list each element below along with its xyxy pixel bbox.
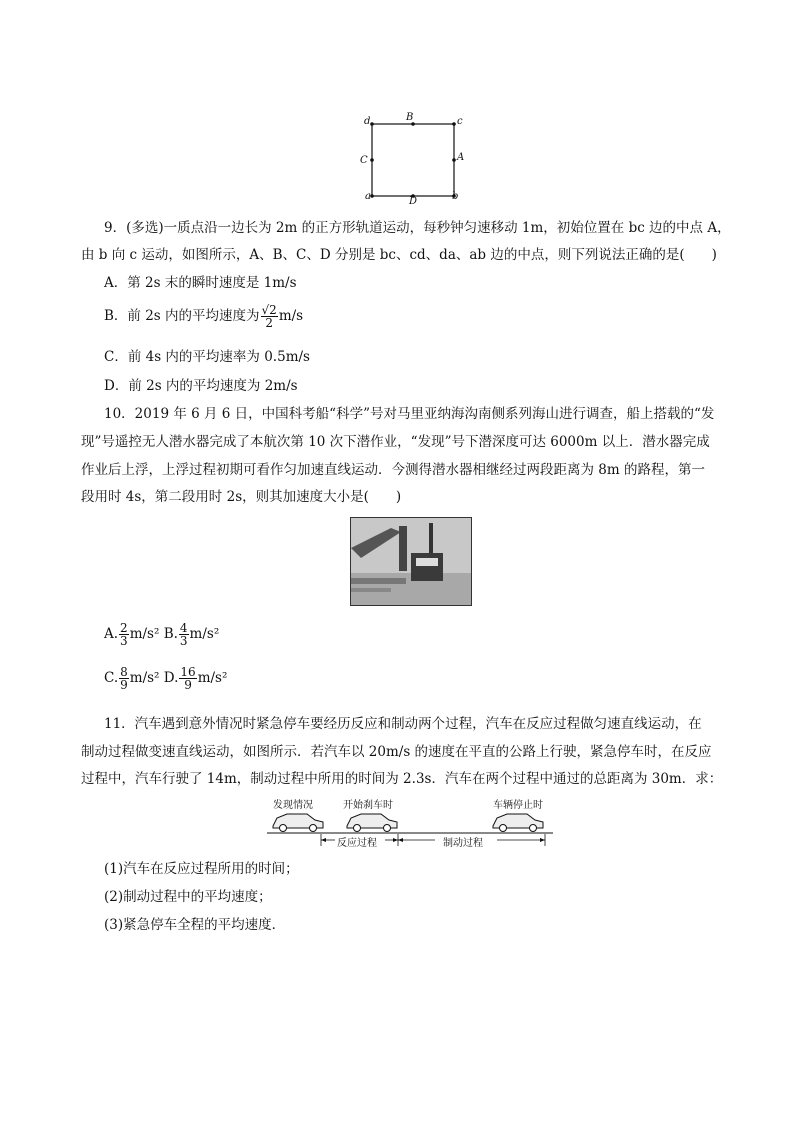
q11-sub3: (3)紧急停车全程的平均速度． — [104, 917, 286, 933]
fig-label-brake-start: 开始刹车时 — [343, 800, 393, 811]
q10-option-c-unit: m/s² — [129, 670, 160, 686]
q10-option-b-label: B. — [163, 626, 178, 642]
q10-option-c-denominator: 9 — [120, 678, 128, 692]
fig-label-discover: 发现情况 — [273, 800, 313, 811]
q11-line2: 制动过程做变速直线运动，如图所示．若汽车以 20m/s 的速度在平直的公路上行驶，紧急停车时，在反应 — [81, 744, 712, 760]
q9-option-b-denominator: 2 — [265, 316, 273, 330]
corner-a-label: a — [365, 191, 371, 202]
q9-option-b-fraction — [261, 304, 278, 329]
midpoint-D-label: D — [409, 196, 418, 207]
q10-options-ab — [104, 622, 219, 647]
midpoint-A-label: A — [457, 152, 465, 163]
square-figure — [360, 112, 470, 207]
q10-line1: 10．2019 年 6 月 6 日，中国科考船“科学”号对马里亚纳海沟南侧系列海山进行调查，船上搭载的“发 — [104, 406, 715, 422]
q9-option-d: D．前 2s 内的平均速度为 2m/s — [104, 378, 298, 394]
q10-option-a-unit: m/s² — [129, 626, 160, 642]
car-icon-1 — [273, 814, 323, 832]
q10-option-b-unit: m/s² — [189, 626, 220, 642]
submersible-photo — [350, 517, 472, 606]
fig-label-stop: 车辆停止时 — [493, 800, 543, 811]
q10-option-a-fraction — [119, 622, 129, 647]
q9-option-b-prefix: B．前 2s 内的平均速度为 — [104, 308, 260, 324]
q10-option-d-label: D. — [163, 670, 179, 686]
q9-line1: 9．(多选)一质点沿一边长为 2m 的正方形轨道运动，每秒钟匀速移动 1m，初始位置在 bc 边的中点 A， — [104, 220, 731, 236]
q10-option-d-unit: m/s² — [197, 670, 228, 686]
q11-sub1: (1)汽车在反应过程所用的时间； — [104, 861, 299, 877]
car-icon-3 — [493, 814, 543, 832]
q9-option-b — [104, 304, 303, 329]
q9-option-b-unit: m/s — [278, 308, 304, 324]
q10-option-d-denominator: 9 — [184, 678, 192, 692]
q10-option-c-fraction — [119, 666, 129, 691]
q10-line4: 段用时 4s，第二段用时 2s，则其加速度大小是( ) — [81, 489, 402, 505]
q10-option-a-denominator: 3 — [120, 634, 128, 648]
q10-option-b-numerator: 4 — [179, 621, 188, 635]
q10-option-b-fraction — [179, 622, 189, 647]
q11-line3: 过程中，汽车行驶了 14m，制动过程中所用的时间为 2.3s．汽车在两个过程中通过的总距离为 30m．求： — [81, 771, 723, 787]
q9-option-a: A．第 2s 末的瞬时速度是 1m/s — [104, 275, 297, 291]
q10-option-a-label: A. — [104, 626, 119, 642]
q10-option-c-numerator: 8 — [120, 665, 128, 679]
fig-segment-reaction: 反应过程 — [337, 838, 377, 849]
braking-diagram-drawing — [265, 796, 555, 851]
corner-c-label: c — [457, 116, 463, 127]
fig-segment-braking: 制动过程 — [443, 838, 483, 849]
q9-option-c: C．前 4s 内的平均速率为 0.5m/s — [104, 349, 310, 365]
midpoint-C-label: C — [360, 155, 368, 166]
q10-option-d-numerator: 16 — [180, 665, 196, 679]
submersible-photo-image — [351, 518, 471, 605]
q10-option-c-label: C. — [104, 670, 119, 686]
q10-option-b-denominator: 3 — [179, 634, 188, 648]
corner-d-label: d — [364, 116, 371, 127]
midpoint-B-label: B — [406, 112, 414, 123]
q9-line2: 由 b 向 c 运动，如图所示，A、B、C、D 分别是 bc、cd、da、ab 边的中点，则下列说法正确的是( ) — [81, 247, 717, 263]
q10-line2: 现”号遥控无人潜水器完成了本航次第 10 次下潜作业，“发现”号下潜深度可达 6000m 以上．潜水器完成 — [81, 434, 710, 450]
q10-line3: 作业后上浮，上浮过程初期可看作匀加速直线运动．今测得潜水器相继经过两段距离为 8m 的路程，第一 — [81, 462, 705, 478]
braking-diagram — [265, 796, 555, 851]
q10-option-d-fraction — [179, 666, 196, 691]
corner-b-label: b — [452, 191, 459, 202]
q10-options-cd — [104, 666, 227, 691]
q9-option-b-numerator: √2 — [261, 303, 277, 317]
q10-option-a-numerator: 2 — [120, 621, 128, 635]
q11-sub2: (2)制动过程中的平均速度； — [104, 889, 272, 905]
car-icon-2 — [347, 814, 397, 832]
q11-line1: 11．汽车遇到意外情况时紧急停车要经历反应和制动两个过程，汽车在反应过程做匀速直线运动，在 — [104, 716, 702, 732]
